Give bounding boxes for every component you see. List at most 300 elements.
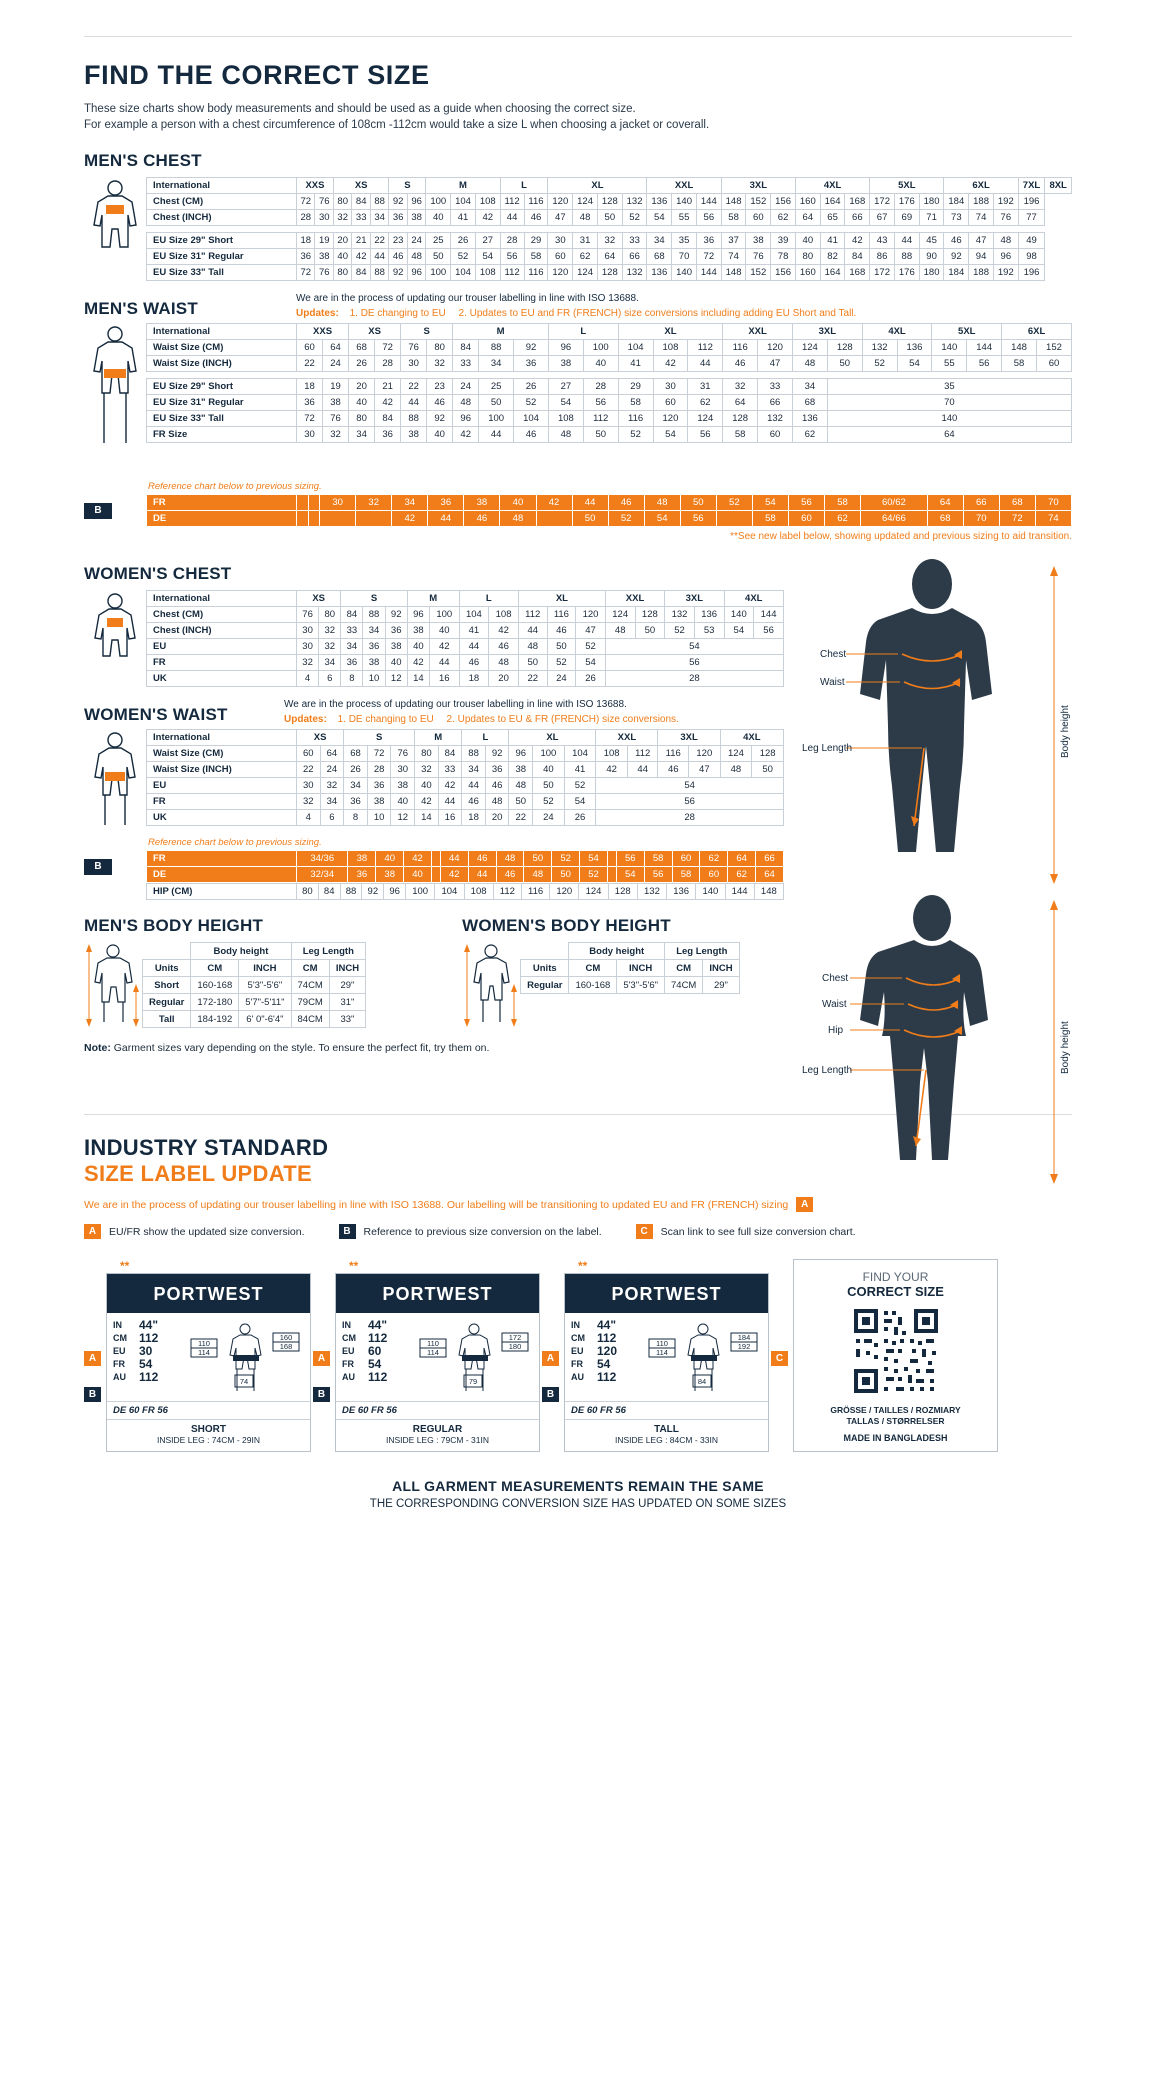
table-header-row bbox=[521, 943, 740, 960]
data-cell: 38 bbox=[363, 655, 385, 671]
data-cell: 54 bbox=[724, 623, 754, 639]
womens-waist-note-1: We are in the process of updating our trouser labelling in line with ISO 13688. bbox=[284, 699, 627, 710]
table-row bbox=[147, 671, 784, 687]
header-cell: 7XL bbox=[1018, 178, 1045, 194]
table-row bbox=[147, 265, 1072, 281]
code-row: AU 112 bbox=[571, 1370, 617, 1384]
data-cell: 140 bbox=[672, 194, 697, 210]
data-cell: 42 bbox=[375, 395, 401, 411]
data-cell: 84 bbox=[341, 607, 363, 623]
data-cell: 128 bbox=[723, 411, 758, 427]
data-cell: 52 bbox=[547, 655, 576, 671]
data-cell: 104 bbox=[451, 194, 476, 210]
data-cell: 74 bbox=[969, 210, 994, 226]
data-cell: 40 bbox=[500, 495, 536, 511]
data-cell: 6 bbox=[320, 810, 344, 826]
data-cell: 48 bbox=[496, 851, 524, 867]
data-cell: 26 bbox=[451, 233, 476, 249]
data-cell: 56 bbox=[500, 249, 524, 265]
womens-chest-figure bbox=[84, 590, 146, 686]
data-cell: 96 bbox=[453, 411, 479, 427]
data-cell: 38 bbox=[509, 762, 533, 778]
data-cell: 38 bbox=[367, 794, 391, 810]
data-cell: 42 bbox=[352, 249, 370, 265]
data-cell: 116 bbox=[723, 340, 758, 356]
womens-height-figure bbox=[462, 942, 520, 1028]
data-cell: 144 bbox=[725, 884, 754, 900]
data-cell: 32 bbox=[597, 233, 622, 249]
data-cell bbox=[607, 851, 616, 867]
data-cell: 196 bbox=[1018, 194, 1045, 210]
code-row: EU 30 bbox=[113, 1344, 153, 1358]
table-row bbox=[147, 867, 784, 883]
data-cell: 120 bbox=[548, 194, 573, 210]
data-cell: 44 bbox=[894, 233, 919, 249]
womens-body-height-block bbox=[462, 916, 740, 1028]
data-cell: 33 bbox=[438, 762, 462, 778]
table-row bbox=[147, 607, 784, 623]
data-cell: 32 bbox=[333, 210, 351, 226]
table-row bbox=[147, 411, 1072, 427]
data-cell: 28 bbox=[596, 810, 784, 826]
data-cell: 38 bbox=[464, 495, 500, 511]
label-body-icon bbox=[187, 1319, 305, 1399]
data-cell: 33 bbox=[622, 233, 647, 249]
data-cell: 52 bbox=[533, 794, 565, 810]
data-cell: 30 bbox=[548, 233, 573, 249]
tag-b-badge: B bbox=[313, 1387, 330, 1402]
data-cell: 18 bbox=[297, 233, 315, 249]
header-cell: XS bbox=[349, 324, 401, 340]
data-cell: 76 bbox=[323, 411, 349, 427]
data-cell: 100 bbox=[429, 607, 459, 623]
legend-item-b bbox=[339, 1224, 602, 1239]
data-cell: 50 bbox=[479, 395, 514, 411]
womens-hip-table bbox=[146, 883, 784, 900]
data-cell: 80 bbox=[349, 411, 375, 427]
data-cell bbox=[356, 511, 392, 527]
data-cell: 58 bbox=[672, 867, 700, 883]
data-cell: 112 bbox=[500, 265, 524, 281]
data-cell: 56 bbox=[754, 623, 784, 639]
data-cell: 32 bbox=[427, 356, 453, 372]
data-cell: 160-168 bbox=[191, 977, 239, 994]
data-cell: 58 bbox=[825, 495, 861, 511]
data-cell: 128 bbox=[635, 607, 665, 623]
data-cell: 40 bbox=[376, 851, 404, 867]
height-box-top: 160 bbox=[279, 1333, 293, 1342]
row-label: EU Size 31" Regular bbox=[147, 249, 297, 265]
row-label: FR bbox=[147, 794, 297, 810]
data-cell: 164 bbox=[820, 265, 845, 281]
data-cell: 54 bbox=[576, 655, 606, 671]
data-cell: 100 bbox=[406, 884, 435, 900]
male-waist-label: Waist bbox=[820, 677, 845, 688]
data-cell: 32/34 bbox=[297, 867, 348, 883]
table-row bbox=[147, 884, 784, 900]
header-cell: M bbox=[407, 591, 459, 607]
data-cell: 46 bbox=[514, 427, 549, 443]
data-cell: 34 bbox=[479, 356, 514, 372]
data-cell: 40 bbox=[429, 623, 459, 639]
data-cell: 28 bbox=[367, 762, 391, 778]
data-cell: 56 bbox=[605, 655, 783, 671]
data-cell: 38 bbox=[391, 778, 415, 794]
data-cell: 132 bbox=[622, 194, 647, 210]
data-cell: 42 bbox=[440, 867, 468, 883]
data-cell: 124 bbox=[605, 607, 635, 623]
data-cell: 44 bbox=[479, 427, 514, 443]
row-label: Waist Size (CM) bbox=[147, 340, 297, 356]
header-cell: 4XL bbox=[720, 730, 783, 746]
row-label: EU Size 29" Short bbox=[147, 233, 297, 249]
footer-line-2: THE CORRESPONDING CONVERSION SIZE HAS UPDATED ON SOME SIZES bbox=[369, 1498, 787, 1510]
data-cell: 43 bbox=[870, 233, 895, 249]
data-cell: 82 bbox=[820, 249, 845, 265]
womens-waist-ref-text: Reference chart below to previous sizing. bbox=[148, 837, 322, 848]
data-cell: 48 bbox=[509, 778, 533, 794]
data-cell: 160-168 bbox=[569, 977, 617, 994]
data-cell: 188 bbox=[969, 265, 994, 281]
code-row: AU 112 bbox=[113, 1370, 159, 1384]
intro-line-2: For example a person with a chest circumference of 108cm -112cm would take a size L when choosing a jacket or coverall. bbox=[84, 119, 710, 131]
data-cell: 76 bbox=[297, 607, 319, 623]
update-item-1: 1. DE changing to EU bbox=[349, 308, 446, 319]
header-cell: Leg Length bbox=[291, 943, 366, 960]
data-cell: 25 bbox=[426, 233, 451, 249]
data-cell: 104 bbox=[514, 411, 549, 427]
qr-code-icon[interactable] bbox=[850, 1305, 942, 1397]
data-cell: 34 bbox=[319, 655, 341, 671]
data-cell: 108 bbox=[475, 265, 500, 281]
mens-chest-figure bbox=[84, 177, 146, 273]
data-cell: 74CM bbox=[665, 977, 703, 994]
update-item-2: 2. Updates to EU & FR (FRENCH) size conversions. bbox=[446, 714, 679, 725]
header-cell: Leg Length bbox=[665, 943, 740, 960]
data-cell: 192 bbox=[993, 265, 1018, 281]
data-cell: 40 bbox=[385, 655, 407, 671]
data-cell: 52 bbox=[862, 356, 897, 372]
legend-item-a bbox=[84, 1224, 305, 1239]
data-cell: 36 bbox=[367, 778, 391, 794]
data-cell: 44 bbox=[627, 762, 658, 778]
data-cell: 50 bbox=[635, 623, 665, 639]
data-cell: 18 bbox=[459, 671, 489, 687]
b-marker-badge: B bbox=[84, 859, 112, 875]
header-cell: CM bbox=[191, 960, 239, 977]
data-cell: 104 bbox=[459, 607, 489, 623]
male-measure-figure-icon bbox=[802, 558, 1072, 898]
row-label: EU Size 33" Tall bbox=[147, 265, 297, 281]
data-cell: 54 bbox=[752, 495, 788, 511]
data-cell: 140 bbox=[932, 340, 967, 356]
header-cell: 6XL bbox=[944, 178, 1018, 194]
data-cell: 56 bbox=[616, 851, 644, 867]
data-cell: 79CM bbox=[291, 994, 329, 1011]
brand-header bbox=[107, 1274, 310, 1313]
data-cell: 30 bbox=[297, 639, 319, 655]
data-cell: 70 bbox=[963, 511, 999, 527]
data-cell: 74 bbox=[1035, 511, 1071, 527]
data-cell: 40 bbox=[333, 249, 351, 265]
header-cell: S bbox=[344, 730, 415, 746]
previous-size-row: DE 60 FR 56 bbox=[565, 1401, 768, 1419]
data-cell: 50 bbox=[752, 762, 784, 778]
data-cell: 132 bbox=[637, 884, 666, 900]
data-cell: 76 bbox=[993, 210, 1018, 226]
data-cell: 116 bbox=[658, 746, 689, 762]
data-cell: 52 bbox=[576, 639, 606, 655]
data-cell: 96 bbox=[509, 746, 533, 762]
header-cell: S bbox=[401, 324, 453, 340]
table-row bbox=[143, 1011, 366, 1028]
data-cell: 64 bbox=[795, 210, 820, 226]
data-cell: 32 bbox=[356, 495, 392, 511]
data-cell: 34 bbox=[392, 495, 428, 511]
qr-line-2: CORRECT SIZE bbox=[847, 1284, 944, 1299]
page-title: FIND THE CORRECT SIZE bbox=[84, 60, 430, 90]
mens-waist-note-2 bbox=[296, 306, 1072, 321]
data-cell: 42 bbox=[438, 778, 462, 794]
data-cell: 116 bbox=[521, 884, 549, 900]
data-cell: 38 bbox=[323, 395, 349, 411]
data-cell: 84 bbox=[453, 340, 479, 356]
data-cell: 66 bbox=[758, 395, 793, 411]
data-cell: 24 bbox=[407, 233, 425, 249]
table-row bbox=[147, 340, 1072, 356]
data-cell: 80 bbox=[333, 265, 351, 281]
data-cell: 52 bbox=[564, 778, 596, 794]
header-cell: INCH bbox=[617, 960, 665, 977]
data-cell: 29 bbox=[618, 379, 653, 395]
updates-label: Updates: bbox=[284, 714, 327, 725]
womens-waist-note-2 bbox=[284, 712, 784, 727]
data-cell: 72 bbox=[297, 411, 323, 427]
data-cell: 66 bbox=[845, 210, 870, 226]
data-cell: 72 bbox=[375, 340, 401, 356]
data-cell: 21 bbox=[375, 379, 401, 395]
qr-line-3: GRÖSSE / TAILLES / ROZMIARY bbox=[830, 1405, 961, 1415]
data-cell: 46 bbox=[459, 655, 489, 671]
fit-name: SHORT bbox=[191, 1424, 226, 1435]
data-cell: 62 bbox=[700, 851, 728, 867]
female-body-figure-panel bbox=[802, 894, 1072, 1194]
header-cell: XXL bbox=[647, 178, 721, 194]
data-cell: 56 bbox=[788, 495, 824, 511]
womens-chest-table bbox=[146, 590, 784, 687]
data-cell: 18 bbox=[462, 810, 486, 826]
data-cell: 29" bbox=[703, 977, 739, 994]
data-cell: 64 bbox=[827, 427, 1071, 443]
data-cell: 104 bbox=[451, 265, 476, 281]
data-cell: 124 bbox=[579, 884, 608, 900]
data-cell: 36 bbox=[375, 427, 401, 443]
table-row bbox=[147, 810, 784, 826]
data-cell: 32 bbox=[319, 623, 341, 639]
data-cell: 34 bbox=[344, 778, 368, 794]
data-cell: 120 bbox=[653, 411, 688, 427]
data-cell: 72 bbox=[297, 265, 315, 281]
data-cell: 80 bbox=[415, 746, 439, 762]
data-cell: 184-192 bbox=[191, 1011, 239, 1028]
data-cell: 58 bbox=[618, 395, 653, 411]
data-cell: 27 bbox=[475, 233, 500, 249]
data-cell: 41 bbox=[618, 356, 653, 372]
data-cell: 22 bbox=[297, 762, 321, 778]
mens-waist-footnote: **See new label below, showing updated and previous sizing to aid transition. bbox=[730, 531, 1072, 542]
data-cell: 70 bbox=[827, 395, 1071, 411]
data-cell: 33 bbox=[341, 623, 363, 639]
data-cell: 40 bbox=[391, 794, 415, 810]
data-cell: 36 bbox=[389, 210, 407, 226]
inside-leg: INSIDE LEG : 84CM - 33IN bbox=[615, 1435, 718, 1445]
size-code-column bbox=[571, 1319, 645, 1399]
b-marker-badge: B bbox=[84, 503, 112, 519]
brand-header bbox=[565, 1274, 768, 1313]
data-cell: 10 bbox=[363, 671, 385, 687]
data-cell: 120 bbox=[576, 607, 606, 623]
data-cell: 64 bbox=[756, 867, 784, 883]
header-cell: 4XL bbox=[795, 178, 869, 194]
data-cell: 46 bbox=[944, 233, 969, 249]
data-cell: 50 bbox=[583, 427, 618, 443]
female-chest-label: Chest bbox=[822, 973, 849, 984]
data-cell: 48 bbox=[720, 762, 752, 778]
data-cell: 25 bbox=[479, 379, 514, 395]
header-cell: XL bbox=[518, 591, 605, 607]
row-label: Regular bbox=[143, 994, 191, 1011]
data-cell: 60 bbox=[746, 210, 771, 226]
data-cell: 60 bbox=[700, 867, 728, 883]
data-cell: 46 bbox=[468, 851, 496, 867]
data-cell: 48 bbox=[993, 233, 1018, 249]
industry-heading-1: INDUSTRY STANDARD bbox=[84, 1135, 329, 1160]
data-cell: 76 bbox=[746, 249, 771, 265]
row-label: Short bbox=[143, 977, 191, 994]
data-cell: 38 bbox=[746, 233, 771, 249]
row-label: Chest (CM) bbox=[147, 607, 297, 623]
data-cell: 76 bbox=[315, 194, 333, 210]
data-cell: 50 bbox=[552, 867, 580, 883]
data-cell: 67 bbox=[870, 210, 895, 226]
data-cell: 56 bbox=[967, 356, 1002, 372]
data-cell: 116 bbox=[547, 607, 576, 623]
data-cell: 46 bbox=[485, 778, 509, 794]
data-cell: 28 bbox=[500, 233, 524, 249]
inside-leg: INSIDE LEG : 74CM - 29IN bbox=[157, 1435, 260, 1445]
data-cell: 84 bbox=[375, 411, 401, 427]
data-cell: 140 bbox=[696, 884, 725, 900]
data-cell: 44 bbox=[438, 794, 462, 810]
data-cell: 48 bbox=[500, 511, 536, 527]
male-chest-label: Chest bbox=[820, 649, 847, 660]
data-cell: 12 bbox=[391, 810, 415, 826]
data-cell: 38 bbox=[315, 249, 333, 265]
male-height-icon bbox=[84, 942, 142, 1028]
row-label: FR bbox=[147, 851, 297, 867]
data-cell: 24 bbox=[533, 810, 565, 826]
header-cell: L bbox=[500, 178, 548, 194]
data-cell: 52 bbox=[580, 867, 608, 883]
data-cell: 52 bbox=[618, 427, 653, 443]
qr-code-svg[interactable] bbox=[850, 1305, 942, 1397]
womens-waist-previous-table bbox=[146, 850, 784, 883]
header-cell: 6XL bbox=[1002, 324, 1072, 340]
table-row bbox=[147, 511, 1072, 527]
data-cell: 44 bbox=[370, 249, 388, 265]
data-cell: 74 bbox=[721, 249, 746, 265]
data-cell: 46 bbox=[496, 867, 524, 883]
data-cell: 76 bbox=[391, 746, 415, 762]
header-cell: International bbox=[147, 178, 297, 194]
data-cell: 42 bbox=[429, 639, 459, 655]
data-cell: 104 bbox=[435, 884, 464, 900]
code-row: CM 112 bbox=[342, 1331, 388, 1345]
data-cell: 48 bbox=[407, 249, 425, 265]
data-cell: 64/66 bbox=[861, 511, 928, 527]
data-cell: 160 bbox=[795, 194, 820, 210]
data-cell: 32 bbox=[319, 639, 341, 655]
data-cell: 84 bbox=[845, 249, 870, 265]
data-cell: 152 bbox=[746, 265, 771, 281]
row-label: UK bbox=[147, 810, 297, 826]
size-code-column bbox=[113, 1319, 187, 1399]
header-cell: Units bbox=[143, 960, 191, 977]
mens-waist-note-1: We are in the process of updating our trouser labelling in line with ISO 13688. bbox=[296, 293, 639, 304]
data-cell: 35 bbox=[672, 233, 697, 249]
data-cell: 156 bbox=[771, 194, 796, 210]
data-cell: 42 bbox=[596, 762, 628, 778]
table-gap-row bbox=[147, 226, 1072, 233]
label-card-short bbox=[88, 1259, 311, 1452]
data-cell: 19 bbox=[323, 379, 349, 395]
data-cell: 34 bbox=[370, 210, 388, 226]
data-cell: 176 bbox=[894, 265, 919, 281]
data-cell: 50 bbox=[827, 356, 862, 372]
header-cell: Body height bbox=[191, 943, 291, 960]
waist-box-bottom: 114 bbox=[198, 1348, 210, 1357]
data-cell: 24 bbox=[323, 356, 349, 372]
data-cell: 96 bbox=[384, 884, 406, 900]
data-cell: 60 bbox=[297, 746, 321, 762]
male-leg-label: Leg Length bbox=[802, 743, 853, 754]
data-cell: 84 bbox=[352, 265, 370, 281]
data-cell: 64 bbox=[597, 249, 622, 265]
table-row bbox=[147, 249, 1072, 265]
data-cell: 62 bbox=[792, 427, 827, 443]
data-cell: 24 bbox=[547, 671, 576, 687]
data-cell: 68 bbox=[647, 249, 672, 265]
data-cell: 152 bbox=[746, 194, 771, 210]
data-cell: 92 bbox=[944, 249, 969, 265]
data-cell: 50 bbox=[597, 210, 622, 226]
header-cell: M bbox=[415, 730, 462, 746]
data-cell: 184 bbox=[944, 265, 969, 281]
header-cell: XL bbox=[548, 178, 647, 194]
note-prefix: Note: bbox=[84, 1042, 111, 1054]
mens-waist-block bbox=[84, 323, 1072, 473]
data-cell: 80 bbox=[297, 884, 319, 900]
header-cell: 3XL bbox=[658, 730, 720, 746]
brand-header bbox=[336, 1274, 539, 1313]
code-row: FR 54 bbox=[113, 1357, 153, 1371]
data-cell: 42 bbox=[453, 427, 479, 443]
mens-waist-figure bbox=[84, 323, 146, 473]
data-cell: 65 bbox=[820, 210, 845, 226]
qr-card-wrap bbox=[775, 1259, 998, 1452]
data-cell: 22 bbox=[518, 671, 547, 687]
data-cell: 36 bbox=[344, 794, 368, 810]
